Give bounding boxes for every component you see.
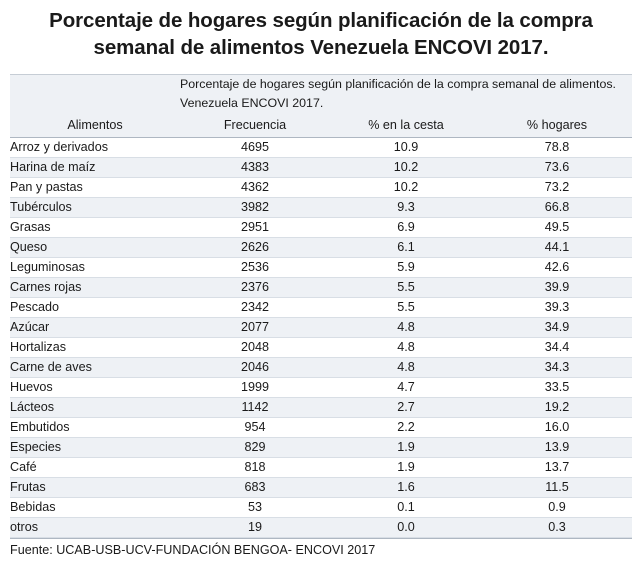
cell-alimento: Hortalizas xyxy=(10,337,180,357)
cell-alimento: Queso xyxy=(10,237,180,257)
cell-alimento: Bebidas xyxy=(10,497,180,517)
cell-value: 2.2 xyxy=(330,417,482,437)
table-body xyxy=(10,75,632,537)
cell-value: 16.0 xyxy=(482,417,632,437)
cell-value: 73.2 xyxy=(482,177,632,197)
cell-value: 6.9 xyxy=(330,217,482,237)
cell-value: 9.3 xyxy=(330,197,482,217)
data-table xyxy=(10,75,632,537)
table-row xyxy=(10,497,632,517)
cell-alimento: Grasas xyxy=(10,217,180,237)
table-row xyxy=(10,157,632,177)
table-row xyxy=(10,277,632,297)
cell-value: 34.3 xyxy=(482,357,632,377)
table-caption-row xyxy=(10,75,632,113)
cell-alimento: Arroz y derivados xyxy=(10,137,180,157)
cell-alimento: Harina de maíz xyxy=(10,157,180,177)
table-row xyxy=(10,177,632,197)
cell-value: 1142 xyxy=(180,397,330,417)
cell-value: 4383 xyxy=(180,157,330,177)
table-row xyxy=(10,417,632,437)
cell-value: 2626 xyxy=(180,237,330,257)
cell-value: 2342 xyxy=(180,297,330,317)
table-row xyxy=(10,377,632,397)
cell-alimento: Lácteos xyxy=(10,397,180,417)
cell-alimento: otros xyxy=(10,517,180,537)
table-row xyxy=(10,237,632,257)
cell-value: 34.4 xyxy=(482,337,632,357)
cell-alimento: Huevos xyxy=(10,377,180,397)
cell-alimento: Pan y pastas xyxy=(10,177,180,197)
table-row xyxy=(10,397,632,417)
table-row xyxy=(10,137,632,157)
cell-value: 4.8 xyxy=(330,317,482,337)
cell-value: 11.5 xyxy=(482,477,632,497)
cell-value: 4.7 xyxy=(330,377,482,397)
cell-value: 19 xyxy=(180,517,330,537)
cell-value: 53 xyxy=(180,497,330,517)
cell-value: 66.8 xyxy=(482,197,632,217)
table-row xyxy=(10,297,632,317)
cell-value: 4362 xyxy=(180,177,330,197)
cell-value: 2951 xyxy=(180,217,330,237)
cell-alimento: Especies xyxy=(10,437,180,457)
cell-value: 49.5 xyxy=(482,217,632,237)
column-header-alimentos: Alimentos xyxy=(10,114,180,138)
cell-value: 2046 xyxy=(180,357,330,377)
cell-value: 13.7 xyxy=(482,457,632,477)
cell-alimento: Azúcar xyxy=(10,317,180,337)
cell-value: 0.9 xyxy=(482,497,632,517)
table-row xyxy=(10,197,632,217)
cell-value: 39.3 xyxy=(482,297,632,317)
table-row xyxy=(10,317,632,337)
cell-alimento: Café xyxy=(10,457,180,477)
table-row xyxy=(10,257,632,277)
cell-value: 2376 xyxy=(180,277,330,297)
cell-value: 683 xyxy=(180,477,330,497)
cell-alimento: Pescado xyxy=(10,297,180,317)
cell-value: 73.6 xyxy=(482,157,632,177)
cell-value: 0.3 xyxy=(482,517,632,537)
column-header-porcentaje-cesta: % en la cesta xyxy=(330,114,482,138)
cell-value: 10.9 xyxy=(330,137,482,157)
cell-alimento: Tubérculos xyxy=(10,197,180,217)
cell-value: 2.7 xyxy=(330,397,482,417)
table-caption: Porcentaje de hogares según planificación de la compra semanal de alimentos. Venezuela ENCOVI 2017. xyxy=(180,75,632,113)
cell-alimento: Embutidos xyxy=(10,417,180,437)
cell-value: 4.8 xyxy=(330,337,482,357)
cell-value: 818 xyxy=(180,457,330,477)
cell-value: 2536 xyxy=(180,257,330,277)
cell-value: 4.8 xyxy=(330,357,482,377)
cell-value: 34.9 xyxy=(482,317,632,337)
table-row xyxy=(10,217,632,237)
cell-value: 42.6 xyxy=(482,257,632,277)
cell-value: 4695 xyxy=(180,137,330,157)
cell-value: 1.9 xyxy=(330,437,482,457)
cell-value: 1.9 xyxy=(330,457,482,477)
cell-value: 2048 xyxy=(180,337,330,357)
cell-value: 44.1 xyxy=(482,237,632,257)
page-title: Porcentaje de hogares según planificación de la compra semanal de alimentos Venezuela ENCOVI 2017. xyxy=(49,9,593,60)
table-row xyxy=(10,457,632,477)
cell-value: 39.9 xyxy=(482,277,632,297)
cell-value: 1999 xyxy=(180,377,330,397)
cell-alimento: Leguminosas xyxy=(10,257,180,277)
table-row xyxy=(10,437,632,457)
cell-value: 5.9 xyxy=(330,257,482,277)
cell-value: 33.5 xyxy=(482,377,632,397)
cell-alimento: Carne de aves xyxy=(10,357,180,377)
cell-value: 2077 xyxy=(180,317,330,337)
cell-value: 13.9 xyxy=(482,437,632,457)
cell-value: 0.0 xyxy=(330,517,482,537)
cell-value: 1.6 xyxy=(330,477,482,497)
cell-alimento: Carnes rojas xyxy=(10,277,180,297)
table-header-row xyxy=(10,114,632,138)
table-row xyxy=(10,517,632,537)
caption-spacer xyxy=(10,75,180,113)
source-note: Fuente: UCAB-USB-UCV-FUNDACIÓN BENGOA- ENCOVI 2017 xyxy=(10,538,632,557)
column-header-porcentaje-hogares: % hogares xyxy=(482,114,632,138)
cell-value: 954 xyxy=(180,417,330,437)
cell-value: 10.2 xyxy=(330,177,482,197)
table-row xyxy=(10,337,632,357)
table-row xyxy=(10,477,632,497)
data-table-container xyxy=(10,74,632,537)
cell-value: 3982 xyxy=(180,197,330,217)
cell-value: 6.1 xyxy=(330,237,482,257)
cell-value: 19.2 xyxy=(482,397,632,417)
cell-value: 829 xyxy=(180,437,330,457)
cell-value: 5.5 xyxy=(330,277,482,297)
cell-value: 5.5 xyxy=(330,297,482,317)
cell-value: 78.8 xyxy=(482,137,632,157)
column-header-frecuencia: Frecuencia xyxy=(180,114,330,138)
table-row xyxy=(10,357,632,377)
cell-value: 10.2 xyxy=(330,157,482,177)
cell-alimento: Frutas xyxy=(10,477,180,497)
cell-value: 0.1 xyxy=(330,497,482,517)
